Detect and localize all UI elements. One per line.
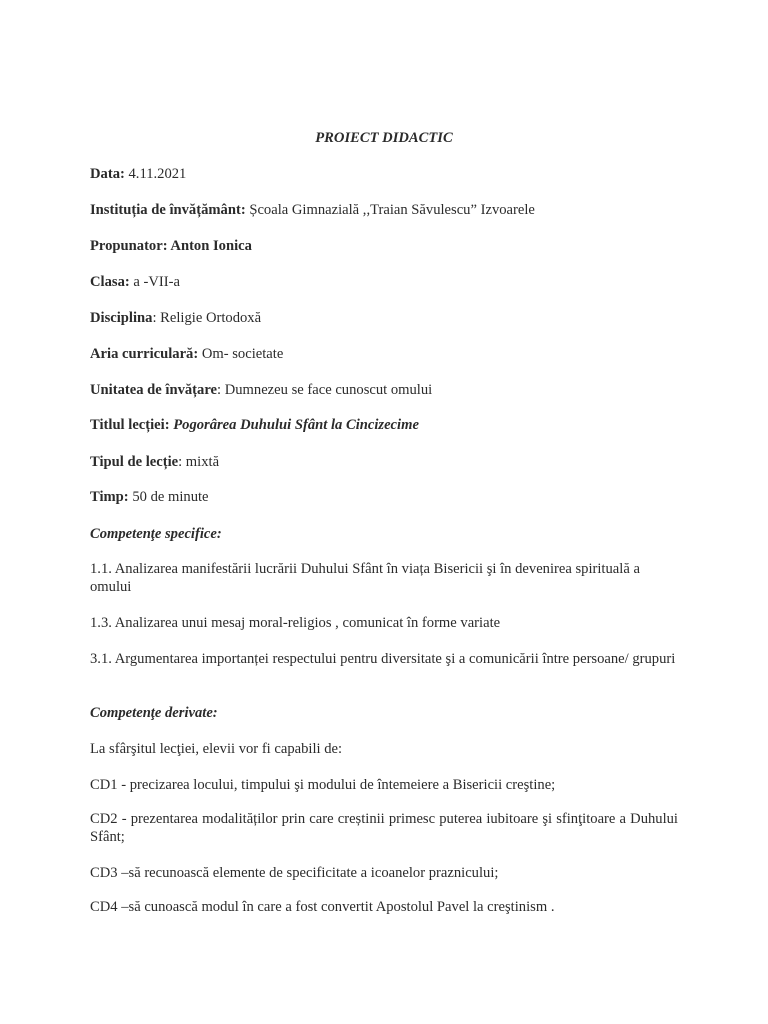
field-label: Clasa:: [90, 274, 130, 290]
field-value: 4.11.2021: [124, 166, 187, 182]
field-disciplina: [90, 309, 678, 327]
field-data: [90, 165, 678, 183]
field-label: Unitatea de învățare: [90, 382, 218, 398]
competenta-derivata-item: CD3 –să recunoască elemente de specificitate a icoanelor praznicului;: [90, 865, 499, 881]
field-titlul: [90, 416, 678, 434]
field-label: Timp:: [90, 489, 129, 505]
field-label: Disciplina: [90, 310, 153, 326]
field-value: : mixtă: [178, 454, 220, 470]
field-institutia: [90, 201, 678, 219]
field-value: Școala Gimnazială ,,Traian Săvulescu” Izvoarele: [245, 202, 535, 218]
document-title: PROIECT DIDACTIC: [315, 130, 453, 146]
field-timp: [90, 488, 678, 506]
field-propunator: [90, 237, 678, 255]
field-value: a -VII-a: [129, 274, 180, 290]
competente-specifice-heading: Competenţe specifice:: [90, 526, 222, 542]
competenta-derivata-item: CD1 - precizarea locului, timpului şi modului de întemeiere a Bisericii creştine;: [90, 777, 556, 793]
field-clasa: [90, 273, 678, 291]
field-value: 50 de minute: [128, 489, 209, 505]
field-unitatea: [90, 381, 678, 399]
competente-derivate-heading: Competenţe derivate:: [90, 705, 218, 721]
field-label: Tipul de lecție: [90, 454, 179, 470]
field-value: Om- societate: [198, 346, 284, 362]
competenta-specifica-item: 1.3. Analizarea unui mesaj moral-religios , comunicat în forme variate: [90, 615, 501, 631]
field-tipul: [90, 453, 678, 471]
field-label: Instituția de învățământ:: [90, 202, 246, 218]
competente-derivate-intro: La sfârşitul lecţiei, elevii vor fi capabili de:: [90, 741, 343, 757]
competenta-derivata-item: CD4 –să cunoască modul în care a fost convertit Apostolul Pavel la creştinism .: [90, 899, 555, 915]
field-value: : Dumnezeu se face cunoscut omului: [217, 382, 433, 398]
field-label: Data:: [90, 166, 125, 182]
field-label: Aria curriculară:: [90, 346, 199, 362]
competenta-specifica-item: 3.1. Argumentarea importanței respectului pentru diversitate şi a comunicării între persoane/ grupuri: [90, 651, 676, 667]
competenta-specifica-item: 1.1. Analizarea manifestării lucrării Duhului Sfânt în viața Bisericii şi în devenirea spirituală a omului: [90, 561, 640, 595]
field-value: Pogorârea Duhului Sfânt la Cincizecime: [169, 417, 419, 433]
field-label: Titlul lecției:: [90, 417, 170, 433]
competenta-derivata-item: CD2 - prezentarea modalităților prin care creștinii primesc puterea iubitoare şi sfinţitoare a Duhului Sfânt;: [90, 811, 678, 845]
field-value: : Religie Ortodoxă: [152, 310, 262, 326]
field-aria: [90, 345, 678, 363]
field-label: Propunator: Anton Ionica: [90, 238, 252, 254]
